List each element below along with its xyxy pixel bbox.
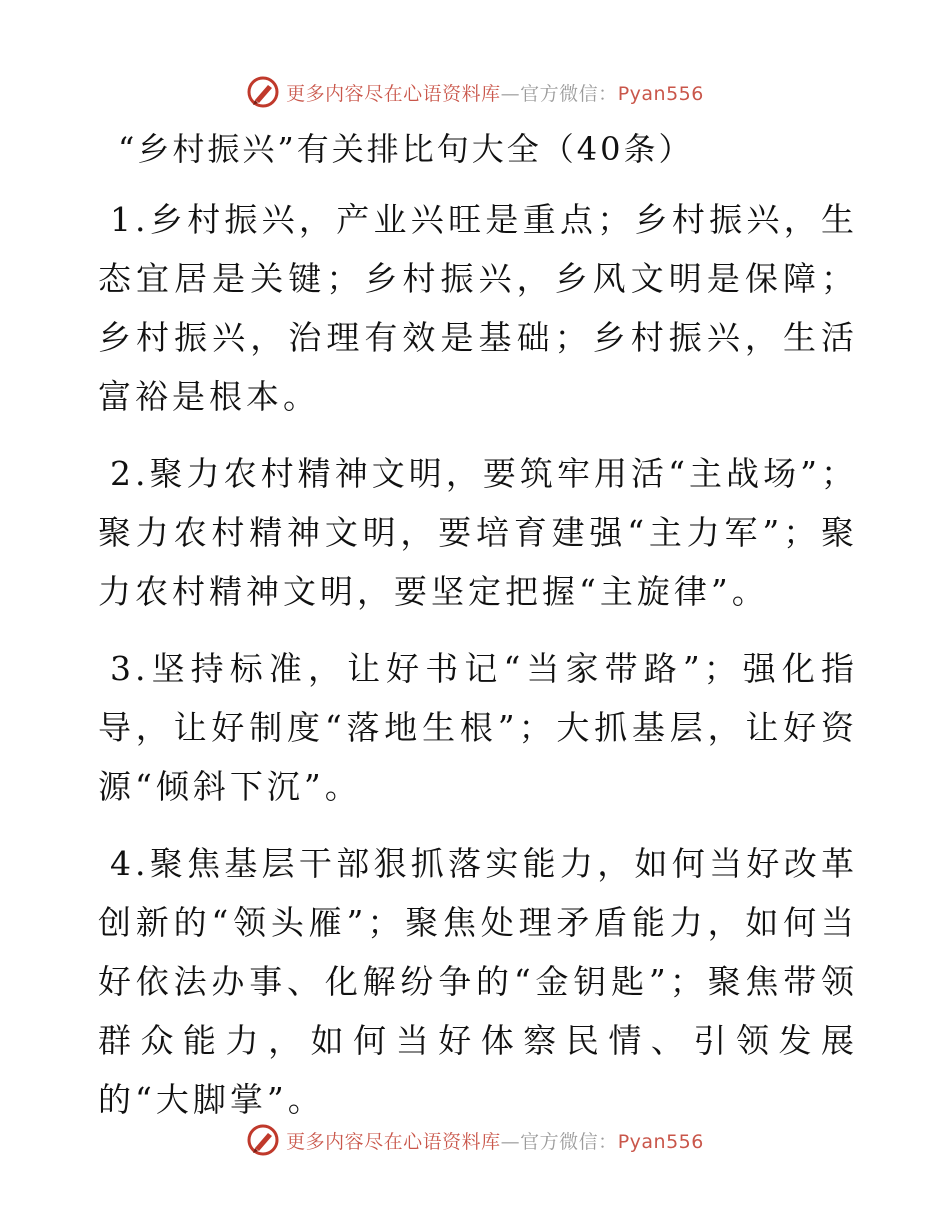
document-title: “乡村振兴”有关排比句大全（40条） [118, 130, 694, 168]
watermark-separator: — [500, 1130, 521, 1153]
paragraph-1: 1.乡村振兴，产业兴旺是重点；乡村振兴，生态宜居是关键；乡村振兴，乡风文明是保障；乡村振兴，治理有效是基础；乡村振兴，生活富裕是根本。 [98, 200, 858, 416]
red-pen-logo-icon [246, 75, 280, 109]
watermark-footer [0, 1120, 950, 1160]
watermark-id: Pyan556 [617, 82, 704, 105]
watermark-header [0, 72, 950, 112]
watermark-text [286, 79, 704, 106]
red-pen-logo-icon [246, 1123, 280, 1157]
paragraph-4: 4.聚焦基层干部狠抓落实能力，如何当好改革创新的“领头雁”；聚焦处理矛盾能力，如何当好依法办事、化解纷争的“金钥匙”；聚焦带领群众能力，如何当好体察民情、引领发展的“大脚掌”。 [98, 844, 858, 1119]
paragraph-2: 2.聚力农村精神文明，要筑牢用活“主战场”；聚力农村精神文明，要培育建强“主力军”；聚力农村精神文明，要坚定把握“主旋律”。 [98, 454, 858, 611]
document-body [98, 190, 858, 1147]
watermark-id: Pyan556 [617, 1130, 704, 1153]
watermark-site-text: 更多内容尽在心语资料库 [286, 1130, 501, 1153]
watermark-text [286, 1127, 704, 1154]
paragraph-3: 3.坚持标准，让好书记“当家带路”；强化指导，让好制度“落地生根”；大抓基层，让好资源“倾斜下沉”。 [98, 649, 858, 806]
watermark-label: 官方微信： [520, 1130, 618, 1153]
watermark-separator: — [500, 82, 521, 105]
watermark-label: 官方微信： [520, 82, 618, 105]
watermark-site-text: 更多内容尽在心语资料库 [286, 82, 501, 105]
